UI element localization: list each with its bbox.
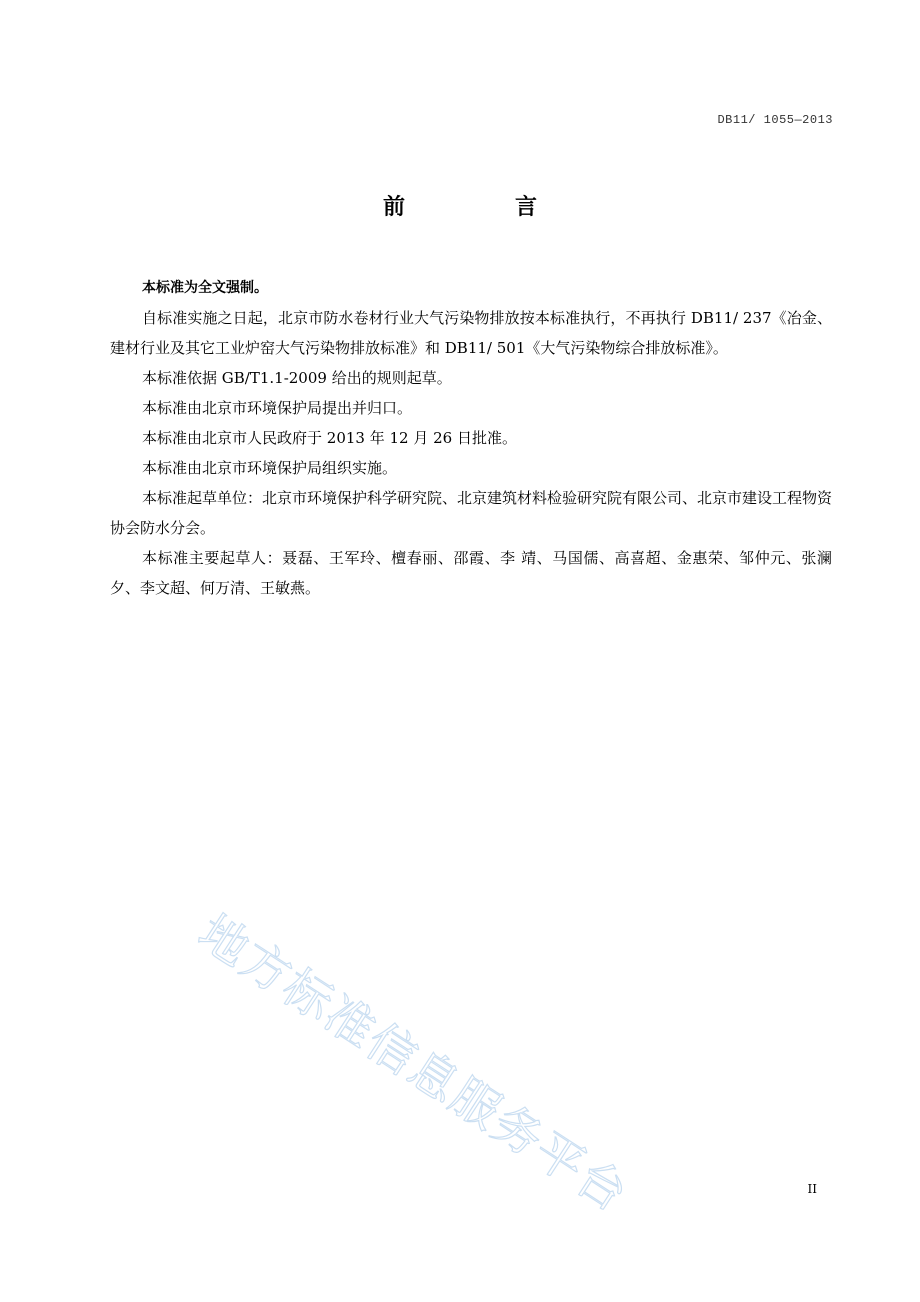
paragraph-drafting-rules: 本标准依据 GB/T1.1-2009 给出的规则起草。 [142,369,452,387]
paragraph-implementation: 自标准实施之日起，北京市防水卷材行业大气污染物排放按本标准执行，不再执行 DB11/ 237《冶金、建材行业及其它工业炉窑大气污染物排放标准》和 DB11/ 501《大气污染物综合排放标准》。 [110,309,832,357]
foreword-body [110,273,832,603]
paragraph-proposer: 本标准由北京市环境保护局提出并归口。 [142,399,413,417]
paragraph-approval: 本标准由北京市人民政府于 2013 年 12 月 26 日批准。 [142,429,517,447]
paragraph-mandatory-statement: 本标准为全文强制。 [142,280,268,296]
paragraph-implementing-body: 本标准由北京市环境保护局组织实施。 [142,459,398,477]
paragraph-drafters: 本标准主要起草人：聂磊、王军玲、檀春丽、邵霞、李 靖、马国儒、高喜超、金惠荣、邹仲元、张澜夕、李文超、何万清、王敏燕。 [110,549,832,597]
page-number: II [807,1182,817,1196]
watermark: 地方标准信息服务平台 [188,904,639,1224]
document-code: DB11/ 1055—2013 [717,113,833,127]
paragraph-drafting-units: 本标准起草单位：北京市环境保护科学研究院、北京建筑材料检验研究院有限公司、北京市建设工程物资协会防水分会。 [110,489,833,537]
page-title: 前 言 [382,195,581,220]
